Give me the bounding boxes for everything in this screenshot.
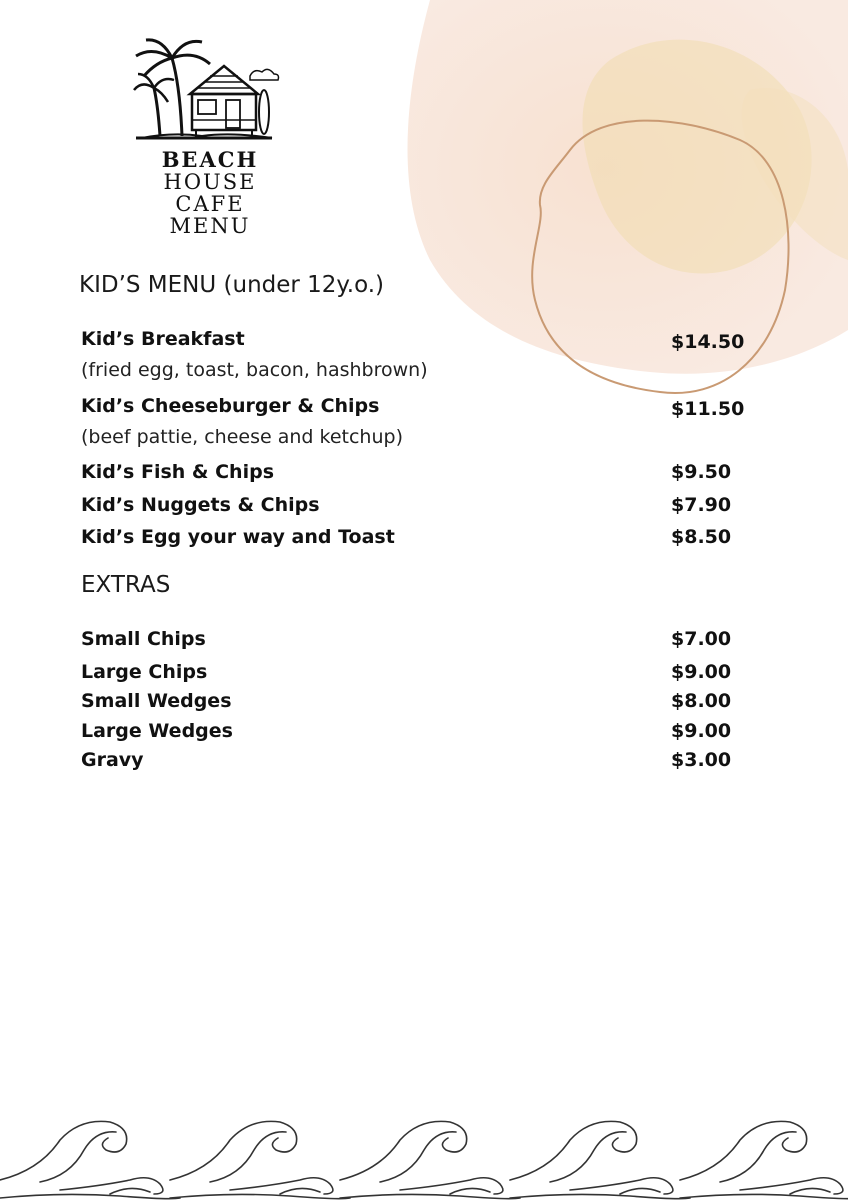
logo-line-3: CAFE xyxy=(175,192,245,216)
item-price: $7.00 xyxy=(671,628,732,650)
item-name: Kid’s Egg your way and Toast xyxy=(81,526,395,548)
item-price: $7.90 xyxy=(671,494,732,516)
item-price: $8.00 xyxy=(671,690,732,712)
item-price: $14.50 xyxy=(671,331,745,353)
item-name: Kid’s Breakfast xyxy=(81,328,245,350)
item-name: Kid’s Fish & Chips xyxy=(81,461,274,483)
item-name: Large Wedges xyxy=(81,720,233,742)
logo-line-1: BEACH xyxy=(161,147,259,172)
watercolor-blob-decoration xyxy=(400,0,848,420)
item-price: $9.00 xyxy=(671,720,732,742)
logo-line-4: MENU xyxy=(169,214,251,238)
item-price: $8.50 xyxy=(671,526,732,548)
item-name: Gravy xyxy=(81,749,144,771)
item-name: Kid’s Nuggets & Chips xyxy=(81,494,320,516)
cafe-name xyxy=(128,149,292,237)
item-price: $9.50 xyxy=(671,461,732,483)
item-name: Kid’s Cheeseburger & Chips xyxy=(81,395,380,417)
item-description: (beef pattie, cheese and ketchup) xyxy=(81,426,403,448)
item-name: Small Wedges xyxy=(81,690,232,712)
item-price: $3.00 xyxy=(671,749,732,771)
wave-border-decoration xyxy=(0,1110,848,1200)
item-price: $11.50 xyxy=(671,398,745,420)
item-name: Large Chips xyxy=(81,661,208,683)
extras-title: EXTRAS xyxy=(81,572,171,598)
beach-house-palm-icon xyxy=(132,36,282,146)
kids-menu-title: KID’S MENU (under 12y.o.) xyxy=(79,272,385,298)
item-description: (fried egg, toast, bacon, hashbrown) xyxy=(81,359,428,381)
logo-line-2: HOUSE xyxy=(163,170,257,194)
item-name: Small Chips xyxy=(81,628,206,650)
item-price: $9.00 xyxy=(671,661,732,683)
